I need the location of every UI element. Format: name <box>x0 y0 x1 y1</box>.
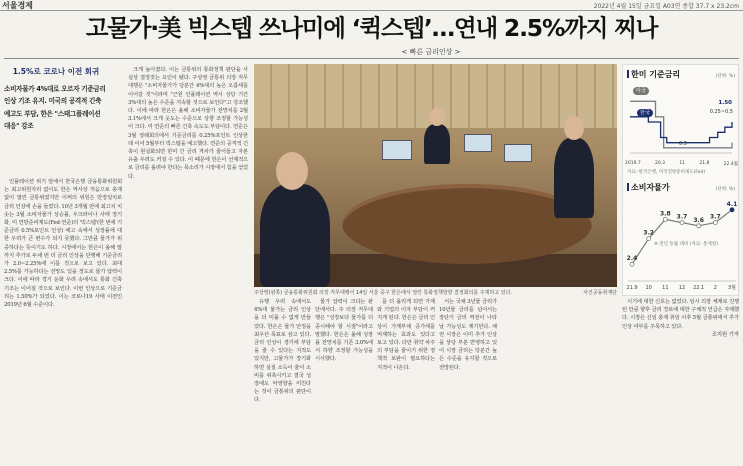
photo-person <box>554 138 594 218</box>
cpi-legend: ※ 전년 동월 대비 (자료: 통계청) <box>654 242 718 247</box>
photo-caption <box>254 289 617 296</box>
headline-rule <box>4 58 739 59</box>
mid-value: 0.5 <box>679 141 687 147</box>
headline: 고물가·美 빅스텝 쓰나미에 ‘퀵스텝’…연내 2.5%까지 찌나 <box>85 14 658 42</box>
cpi-title-text: 소비자물가 <box>631 183 670 192</box>
article-paragraph: 유행 우려 속에서도 4%대 물가는 금리 인상을 더 미룰 수 없게 만들었다. 한은은 물가 안정을 최우선 목표로 삼고 있다. 금리 인상이 경기에 부담을 줄 수 있다는 지적도 있지만, 고물가가 장기화하면 실질 소득이 줄어 소비를 위축시키고 결국 성장에도 악영향을 미친다는 것이 금통위의 판단이다. <box>254 299 311 404</box>
caption-text: 주상영(왼쪽) 금융통화위원회 의장 직무대행이 14일 서울 중구 한은에서 열린 통화정책방향 결정회의를 주재하고 있다. <box>254 290 512 296</box>
cpi-point <box>663 217 667 221</box>
cpi-point <box>730 208 734 212</box>
photo-person <box>424 124 450 164</box>
cpi-x-tick: 10 <box>645 285 652 291</box>
korea-legend-pill: 한국 <box>637 109 653 117</box>
cpi-chart <box>624 183 739 295</box>
article-paragraph: 크게 높아졌다. 이는 금통위의 통화정책 판단을 사실상 결정짓는 요인이 됐다. 주상영 금통위 의장 직무대행은 "소비자물가가 당분간 4%대의 높은 오름세를 이어갈 것"이라며 "근원 인플레이션 역시 상당 기간 3%대의 높은 수준을 지속할 것으로 보인다"고 강조했다. 이에 따라 한은은 올해 소비자물가 전망치를 2월 3.1%에서 크게 웃도는 수준으로 상향 조정할 가능성이 크다. 미 연준의 빠른 긴축 속도도 부담이다. 연준은 3월 정례회의에서 기준금리를 0.25%포인트 인상한 데 이어 5월부터 빅스텝을 예고했다. 연준의 공격적 긴축이 현실화되면 한미 간 금리 격차가 줄어들고 자본 유출 우려도 커질 수 있다. 이 때문에 한은이 선제적으로 금리를 올려야 한다는 목소리가 시장에서 힘을 얻었다. <box>128 67 248 180</box>
caption-credit: 사진공동취재단 <box>583 290 617 296</box>
lead-text: 소비자물가 4%대로 오르자 기준금리 인상 기조 유지. 미국의 공격적 긴축 예고도 부담, 한은 "스태그플레이션 대응" 강조 <box>4 85 106 131</box>
cpi-x-tick: 11 <box>662 285 669 291</box>
cpi-point <box>697 224 701 228</box>
cpi-data-label: 3.6 <box>693 216 704 224</box>
article-paragraph: 를 더 올리게 되면 가계와 기업의 이자 부담이 커지게 된다. 한은은 금리 인상이 가계부채 증가세를 억제하는 효과도 있다고 보고 있다. 다만 취약 차주의 부담을 줄이기 위한 정책적 보완이 필요하다는 지적이 나온다. <box>377 299 435 371</box>
article-column-7 <box>622 298 739 462</box>
photo-person-head <box>429 108 445 126</box>
article-column-5 <box>377 298 435 462</box>
rate-source: 자료: 한국은행, 미국연방준비제도(Fed) <box>627 170 706 175</box>
article-column-4 <box>315 298 373 462</box>
paper-name: 서울경제 <box>2 1 33 10</box>
cpi-unit: (단위: %) <box>715 187 735 192</box>
cpi-point <box>680 221 684 225</box>
cpi-data-label: 3.8 <box>660 210 671 218</box>
cpi-x-tick: 3월 <box>727 285 737 291</box>
title-bar <box>627 70 629 78</box>
cpi-data-label: 4.1 <box>726 200 738 208</box>
photo-person-head <box>564 116 584 140</box>
rate-title-text: 한미 기준금리 <box>631 70 681 79</box>
us-legend-pill: 미국 <box>633 87 649 95</box>
x-tick: 2019.7 <box>625 161 641 166</box>
rate-x-ticks <box>625 161 738 167</box>
photo-person <box>260 184 330 287</box>
x-tick: 20.3 <box>655 161 666 166</box>
cpi-data-label: 3.2 <box>643 229 654 237</box>
photo-monitor <box>464 134 492 152</box>
article-column-3 <box>254 298 311 462</box>
x-tick: 21.8 <box>699 161 710 166</box>
article-paragraph: 물가 압력이 크다는 판단에서다. 주 의장 직무대행은 "성장보다 물가를 더 중시해야 할 시점"이라고 말했다. 한은은 올해 성장률 전망치를 기존 3.0%에서 하향 조정할 가능성을 시사했다. <box>315 299 373 363</box>
cpi-data-label: 2.4 <box>626 255 638 263</box>
cpi-data-label: 3.7 <box>710 213 721 221</box>
x-tick: 11 <box>679 161 686 166</box>
byline: 조지원 기자 <box>711 331 739 338</box>
rate-chart-title <box>627 69 680 80</box>
cpi-data-label: 3.7 <box>676 213 688 221</box>
korea-last-value: 1.50 <box>718 100 732 106</box>
lead-title: 1.5%로 코로나 이전 회귀 <box>12 67 100 76</box>
cpi-point <box>647 237 651 241</box>
rate-series-line-korea <box>630 117 732 143</box>
lead-box <box>4 66 108 133</box>
photo-monitor <box>504 144 532 162</box>
side-graphic <box>622 64 739 296</box>
article-paragraph: 인플레이션 위기 앞에서 한국은행 금융통화위원회는 최고위원자리 없이도 한은 역사상 처음으로 총재 없이 열린 금통위였지만 이쩌의 위원은 만장일치로 금리 인상에 손을 들었다. 10년 3개월 만에 최고치 치솟는 3월 소비자물가 상승률, 우크라이나 사태 장기화, 미 연방준비제도(Fed·연준)의 '빅스텝'(한 번에 기준금리 0.5%포인트 인상) 예고 속에서 성장률에 대한 우려가 큰 변수가 되지 못했다. 그만큼 물가가 위중하다는 뜻이기도 하다. 시장에서는 한은이 올해 말까지 추가로 두세 번 더 금리 인상을 단행해 기준금리가 2.0~2.25%에 이를 것으로 보고 있다. 최대 2.5%를 가능하다는 전망도 있을 정도로 물가 압력이 크다. 이에 따라 경기 둔화 우려 속에서도 통화 긴축 기조는 이어질 것으로 보인다. 이번 인상으로 기준금리는 1.50%가 되었다. 이는 코로나19 사태 이전인 2019년 6월 수준이다. <box>4 179 122 309</box>
subhead: < 빠른 금리인상 > <box>401 48 461 56</box>
article-paragraph: 서는 국채 3년물 금리가 10년물 금리를 넘어서는 장단기 금리 역전이 나타날 가능성도 제기된다. 채권 시장은 이미 추가 인상을 상당 부분 반영하고 있어 시장 금리는 당분간 높은 수준을 유지할 것으로 전망된다. <box>439 299 497 371</box>
cpi-x-tick: 21.9 <box>626 285 638 291</box>
rate-unit: (단위: %) <box>715 74 735 79</box>
article-paragraph: 시기에 대한 신호는 없었다. 임시 의장 체제로 진행된 만큼 향후 금리 경로에 대한 구체적 언급은 자제했다. 시장은 신임 총재 취임 이후 5월 금통위에서 추가 인상 여부를 주목하고 있다. <box>622 299 739 330</box>
article-column-1 <box>4 178 122 462</box>
cpi-x-tick: 2 <box>713 285 717 291</box>
dateline: 2022년 4월 15일 금요일 A03면 종합 37.7 x 23.2cm <box>593 3 739 10</box>
article-column-2 <box>128 66 248 462</box>
cpi-x-tick: 12 <box>678 285 686 291</box>
us-last-value: 0.25~0.5 <box>709 109 733 115</box>
cpi-point <box>630 262 634 266</box>
photo-person-head <box>276 152 308 190</box>
cpi-x-tick: 22.1 <box>693 285 705 291</box>
news-photo <box>254 64 617 287</box>
cpi-point <box>713 221 717 225</box>
x-tick: 22.4월 <box>723 162 738 167</box>
photo-monitor <box>382 140 412 160</box>
article-column-6 <box>439 298 497 462</box>
